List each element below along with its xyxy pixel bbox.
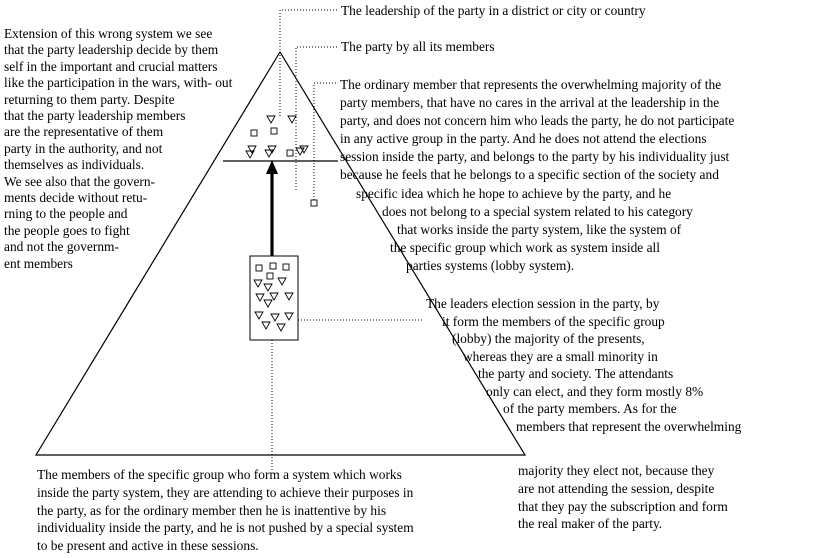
session-text-line: it form the members of the specific group <box>442 313 665 329</box>
ordinary-text-line: the specific group which work as system inside all <box>390 239 660 255</box>
leader-line-party <box>296 47 338 190</box>
left-text-line: ent members <box>4 255 73 271</box>
member-square-icon <box>271 128 277 134</box>
left-text-line: returning to them party. Despite <box>4 91 175 107</box>
session-text-line: whereas they are a small minority in <box>463 348 658 364</box>
bottom-text-line: to be present and active in these sessions. <box>37 538 259 554</box>
ordinary-text-line: party members, that have no cares in the arrival at the leadership in the <box>340 95 720 111</box>
ordinary-text-line: that works inside the party system, like the system of <box>397 221 682 237</box>
bottom-right-text <box>518 462 728 533</box>
label-leadership: The leadership of the party in a district or city or country <box>341 3 646 18</box>
member-square-icon <box>251 130 257 136</box>
session-text-line: The leaders election session in the party, by <box>426 296 660 311</box>
left-text-line: that the party leadership members <box>4 108 186 124</box>
bottom-text-line: inside the party system, they are attending to achieve their purposes in <box>37 484 414 500</box>
session-text-line: only can elect, and they form mostly 8% <box>486 383 704 399</box>
left-text-line: like the participation in the wars, with- out <box>4 75 233 91</box>
arrow-up-icon <box>266 160 278 174</box>
left-text-line: party in the authority, and not <box>4 140 163 156</box>
ordinary-text-line: in any active group in the party. And he does not attend the elections <box>340 131 707 147</box>
session-text-line: (lobby) the majority of the presents, <box>452 331 645 346</box>
left-text-line: Extension of this wrong system we see <box>4 26 213 41</box>
session-text <box>426 295 741 435</box>
ordinary-text-line: does not belong to a special system related to his category <box>382 203 693 219</box>
lobby-symbols <box>254 263 293 331</box>
ordinary-text-line: session inside the party, and belongs to the party by his individuality just <box>340 149 730 165</box>
bottom-right-text-line: that they pay the subscription and form <box>518 498 728 514</box>
ordinary-member-text <box>340 76 734 275</box>
left-text-line: and not the governm- <box>4 239 119 255</box>
bottom-text-line: The members of the specific group who form a system which works <box>37 467 402 482</box>
left-text-line: self in the important and crucial matters <box>4 58 218 74</box>
bottom-right-text-line: are not attending the session, despite <box>518 480 715 496</box>
member-triangle-icon <box>288 116 296 123</box>
ordinary-text-line: because he feels that he belongs to a specific section of the society and <box>340 167 719 183</box>
bottom-right-text-line: majority they elect not, because they <box>518 463 715 478</box>
bottom-left-text <box>37 466 414 555</box>
session-text-line: the party and society. The attendants <box>478 366 674 381</box>
left-text-line: ments decide without retu- <box>4 190 148 206</box>
bottom-right-text-line: the real maker of the party. <box>518 516 663 532</box>
ordinary-text-line: party, and does not concern him who leads the party, he do not participate <box>340 113 735 129</box>
left-text-line: the people goes to fight <box>4 222 130 238</box>
left-text-line: that the party leadership decide by them <box>4 42 219 58</box>
bottom-text-line: the party, as for the ordinary member then he is inattentive by his <box>37 502 387 518</box>
left-text-line: are the representative of them <box>4 124 164 140</box>
member-triangle-icon <box>267 116 275 123</box>
member-square-icon <box>287 150 293 156</box>
ordinary-member-square-icon <box>311 200 317 206</box>
label-party: The party by all its members <box>341 39 495 54</box>
bottom-text-line: individuality inside the party, and he is not pushed by a special system <box>37 520 414 536</box>
left-text-line: We see also that the govern- <box>4 173 155 189</box>
member-triangle-icon <box>248 146 256 153</box>
ordinary-text-line: The ordinary member that represents the overwhelming majority of the <box>340 77 722 92</box>
leadership-symbols <box>246 116 308 158</box>
member-triangle-icon <box>300 146 308 153</box>
left-text-line: themselves as individuals. <box>4 157 145 173</box>
left-text-block <box>4 26 232 272</box>
left-text-line: rning to the people and <box>4 206 128 222</box>
session-text-line: members that represent the overwhelming <box>516 418 742 434</box>
ordinary-text-line: specific idea which he hope to achieve by the party, and he <box>356 185 672 201</box>
session-text-line: of the party members. As for the <box>503 401 677 416</box>
ordinary-text-line: parties systems (lobby system). <box>406 257 575 273</box>
